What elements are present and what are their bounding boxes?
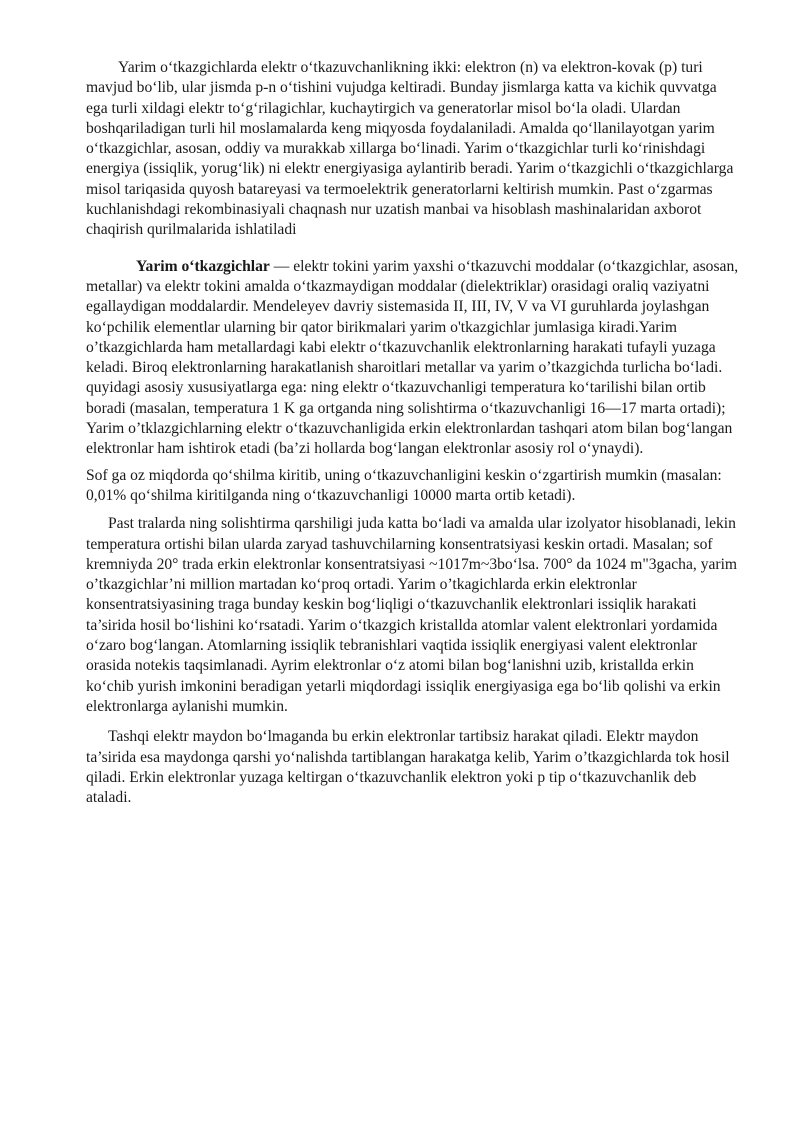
- paragraph-definition: [86, 257, 740, 460]
- paragraph-intro: Yarim o‘tkazgichlarda elektr o‘tkazuvchanlikning ikki: elektron (n) va elektron-kovak (p) turi mavjud bo‘lib, ular jismda p-n o‘tishini vujudga keltiradi. Bunday jismlarga katta va kichik quvvatga ega turli xildagi elektr to‘g‘rilagichlar, kuchaytirgich va generatorlar misol bo‘la oladi. Ulardan boshqariladigan turli hil moslamalarda keng miqyosda foydalaniladi. Amalda qo‘llanilayotgan yarim o‘tkazgichlar, asosan, oddiy va murakkab xillarga bo‘linadi. Yarim o‘tkazgichlar turli ko‘rinishdagi energiya (issiqlik, yorug‘lik) ni elektr energiyasiga aylantirib beradi. Yarim o‘tkazgichli o‘tkazgichlarga misol tariqasida quyosh batareyasi va termoelektrik generatorlarni keltirish mumkin. Past o‘zgarmas kuchlanishdagi rekombinasiyali chaqnash nur uzatish manbai va hisoblash mashinalaridan axborot chaqirish qurilmalarida ishlatiladi: [86, 59, 734, 239]
- paragraph-electric-field: Tashqi elektr maydon bo‘lmaganda bu erkin elektronlar tartibsiz harakat qiladi. Elektr maydon ta’sirida esa maydonga qarshi yo‘nalishda tartiblangan harakatga kelib, Yarim o’tkazgichlarda tok hosil qiladi. Erkin elektronlar yuzaga keltirgan o‘tkazuvchanlik elektron yoki p tip o‘tkazuvchanlik deb ataladi.: [86, 728, 730, 807]
- paragraph-temperature: Past tralarda ning solishtirma qarshiligi juda katta bo‘ladi va amalda ular izolyator hisoblanadi, lekin temperatura ortishi bilan ularda zaryad tashuvchilarning konsentratsiyasi keskin ortadi. Masalan; sof kremniyda 20° trada erkin elektronlar konsentratsiyasi ~1017m~3bo‘lsa. 700° da 1024 m"3gacha, yarim o’tkazgichlar’ni million martadan ko‘proq ortadi. Yarim o’tkagichlarda erkin elektronlar konsentratsiyasining traga bunday keskin bog‘liqligi o‘tkazuvchanlik elektronlari issiqlik harakati ta’sirida hosil bo‘lishini ko‘rsatadi. Yarim o‘tkazgich kristallda atomlar valent elektronlari yordamida o‘zaro bog‘langan. Atomlarning issiqlik tebranishlari vaqtida issiqlik energiyasi valent elektronlar orasida notekis taqsimlanadi. Ayrim elektronlar o‘z atomi bilan bog‘lanishni uzib, kristallda erkin ko‘chib yurish imkonini beradigan yetarli miqdordagi issiqlik energiyasiga ega bo‘lib qolishi va erkin elektronlarga aylanishi mumkin.: [86, 515, 738, 715]
- term-yarim-otkazgichlar: Yarim o‘tkazgichlar: [136, 257, 270, 275]
- paragraph-impurity: Sof ga oz miqdorda qo‘shilma kiritib, uning o‘tkazuvchanligini keskin o‘zgartirish mumkin (masalan: 0,01% qo‘shilma kiritilganda ning o‘tkazuvchanligi 10000 marta ortib ketadi).: [86, 466, 722, 504]
- definition-text: — elektr tokini yarim yaxshi o‘tkazuvchi moddalar (o‘tkazgichlar, asosan, metallar) va elektr tokini amalda o‘tkazmaydigan moddalar (dielektriklar) orasidagi oraliq vaziyatni egallaydigan moddalardir. Mendeleyev davriy sistemasida II, III, IV, V va VI guruhlarda joylashgan ko‘pchilik elementlar ularning bir qator birikmalari yarim o'tkazgichlar jumlasiga kiradi.Yarim o’tkazgichlarda ham metallardagi kabi elektr o‘tkazuvchanlik elektronlarning harakati tufayli yuzaga keladi. Biroq elektronlarning harakatlanish sharoitlari metallar va yarim o’tkazgichda turlicha bo‘ladi. quyidagi asosiy xususiyatlarga ega: ning elektr o‘tkazuvchanligi temperatura ko‘tarilishi bilan ortib boradi (masalan, temperatura 1 K ga ortganda ning solishtirma o‘tkazuvchanligi 16—17 marta ortadi); Yarim o’tklazgichlarning elektr o‘tkazuvchanligida erkin elektronlardan tashqari atom bilan bog‘langan elektronlar ham ishtirok etadi (ba’zi hollarda bog‘langan elektronlar asosiy rol o‘ynaydi).: [86, 257, 739, 458]
